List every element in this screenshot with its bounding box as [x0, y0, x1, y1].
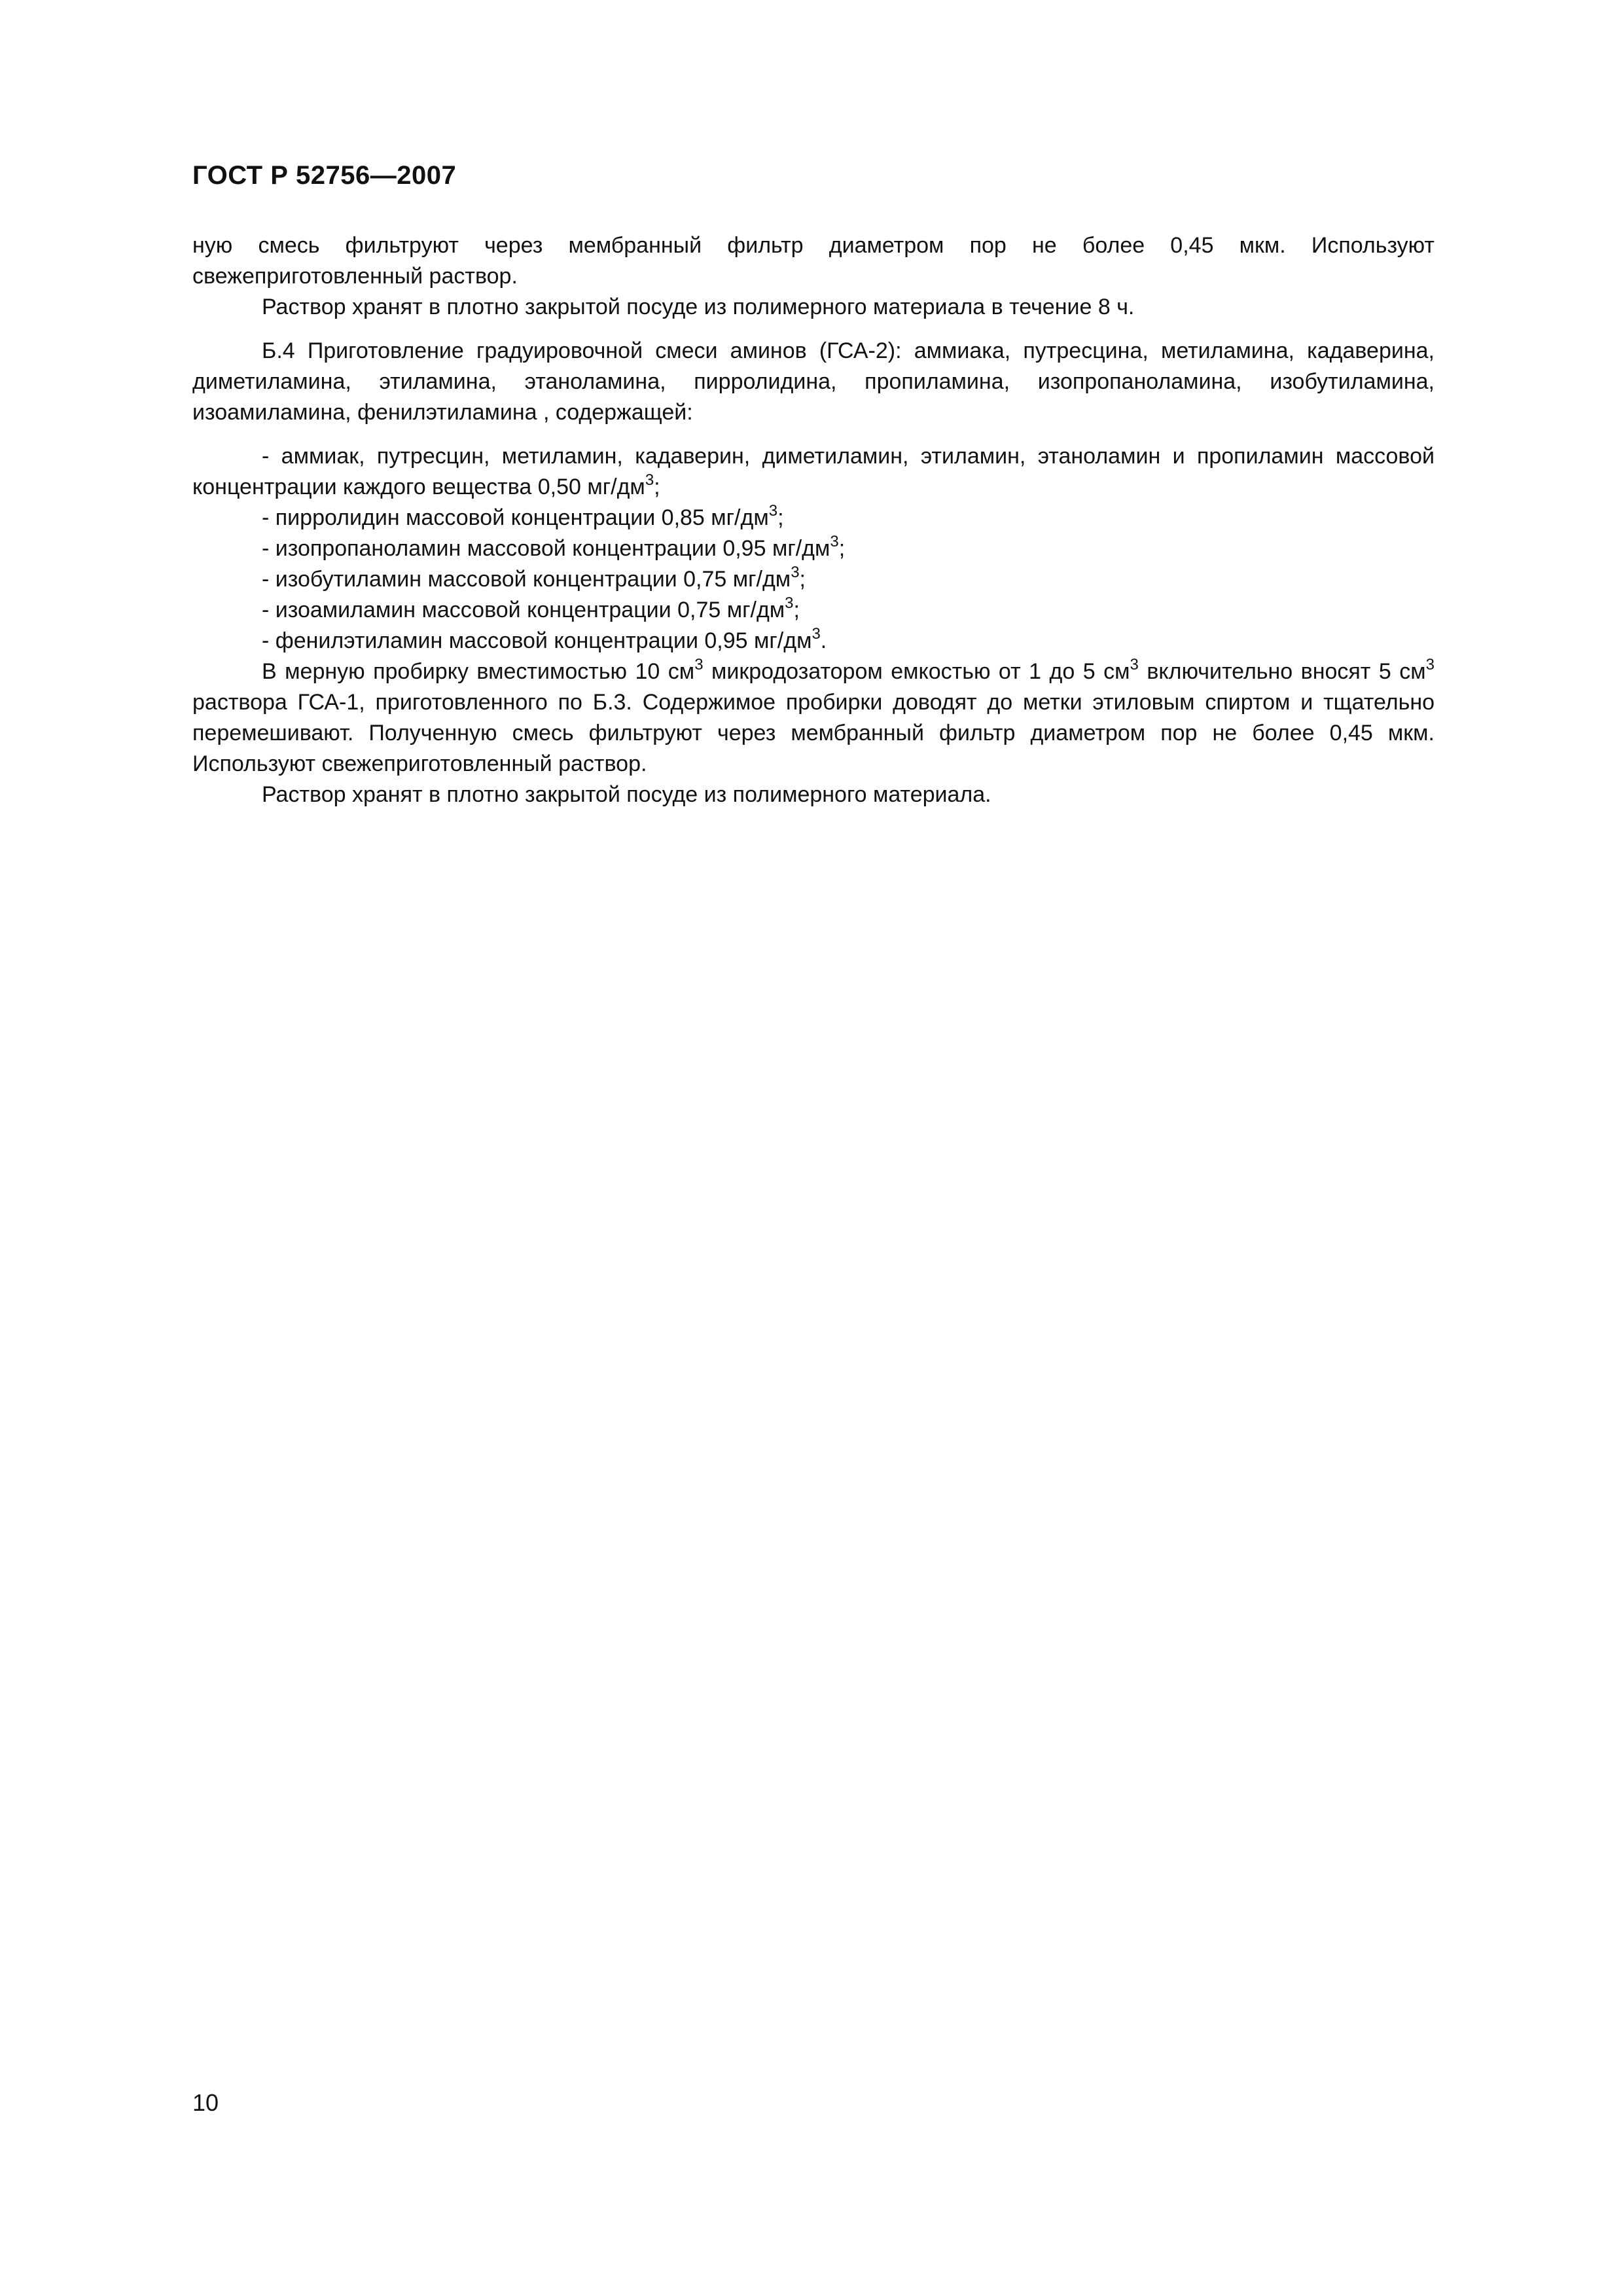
list-item: - аммиак, путресцин, метиламин, кадаверин, диметиламин, этиламин, этаноламин и пропиламин массовой концентрации каждого вещества 0,50 $мг/дм^3$;	[192, 444, 1435, 499]
paragraph-storage: Раствор хранят в плотно закрытой посуде из полимерного материала.	[262, 782, 991, 807]
list-item: - пирролидин массовой концентрации 0,85 $мг/дм^3$;	[262, 502, 784, 530]
document-body	[192, 230, 1435, 810]
list-item: - изобутиламин массовой концентрации 0,75 $мг/дм^3$;	[262, 564, 806, 592]
section-b4-heading: Б.4 Приготовление градуировочной смеси аминов (ГСА-2): аммиака, путресцина, метиламина, кадаверина, диметиламина, этиламина, этаноламина, пирролидина, пропиламина, изопропаноламина, изобутиламина, изоамиламина, фенилэтиламина , содержащей:	[192, 338, 1435, 425]
document-header: ГОСТ Р 52756—2007	[192, 161, 457, 190]
paragraph-continuation: ную смесь фильтруют через мембранный фильтр диаметром пор не более 0,45 мкм. Используют свежеприготовленный раствор.	[192, 233, 1435, 289]
list-item: - изоамиламин массовой концентрации 0,75 $мг/дм^3$;	[262, 594, 800, 622]
list-item: - изопропаноламин массовой концентрации 0,95 $мг/дм^3$;	[262, 533, 846, 561]
paragraph-procedure: В мерную пробирку вместимостью 10 $см^3$ микродозатором емкостью от 1 до 5 $см^3$ включительно вносят 5 $см^3$ раствора ГСА-1, приготовленного по Б.3. Содержимое пробирки доводят до метки этиловым спиртом и тщательно перемешивают. Полученную смесь фильтруют через мембранный фильтр диаметром пор не более 0,45 мкм. Используют свежеприготовленный раствор.	[192, 656, 1435, 776]
list-item: - фенилэтиламин массовой концентрации 0,95 $мг/дм^3$.	[262, 625, 827, 653]
page-number: 10	[192, 2089, 219, 2116]
paragraph-storage-8h: Раствор хранят в плотно закрытой посуде из полимерного материала в течение 8 ч.	[262, 295, 1135, 319]
